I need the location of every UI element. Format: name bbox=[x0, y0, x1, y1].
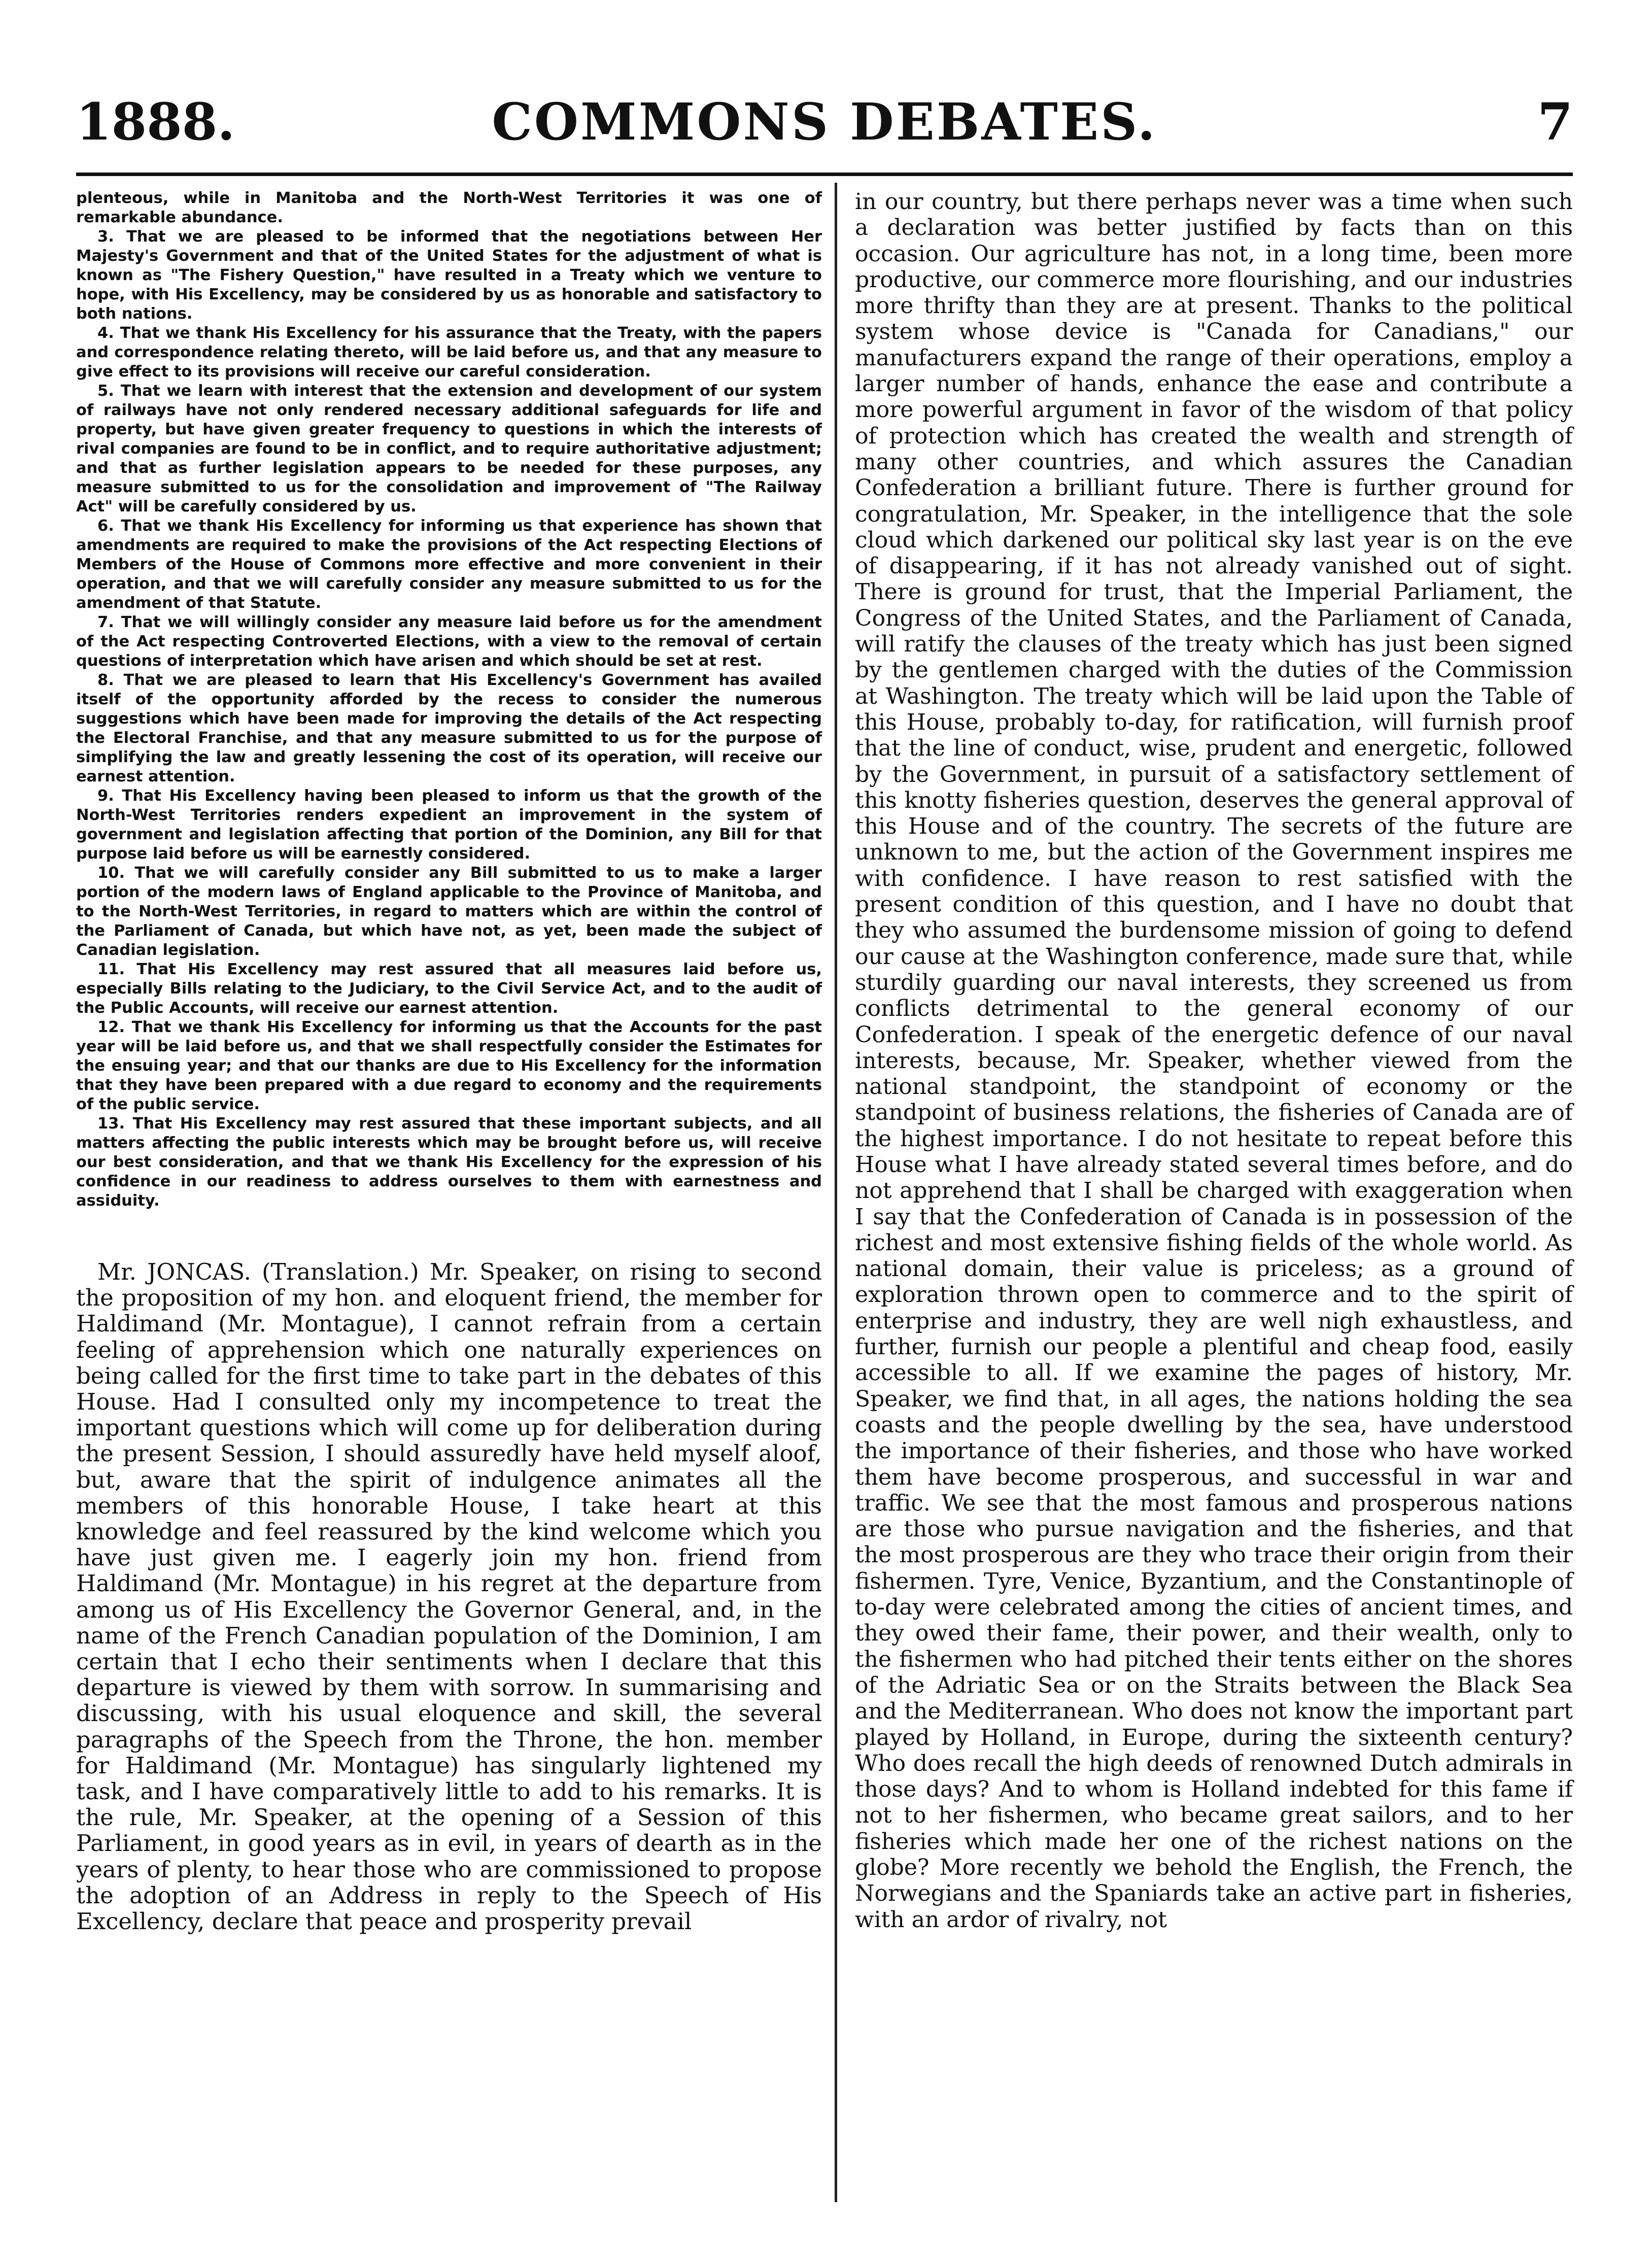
address-paragraph-11: 11. That His Excellency may rest assured that all measures laid before us, especially Bills relating to the Judiciary, to the Civil Service Act, and to the audit of the Public Accounts, will receive our earnest attention. bbox=[76, 961, 822, 1017]
address-paragraph-4: 4. That we thank His Excellency for his assurance that the Treaty, with the papers and correspondence relating thereto, will be laid before us, and that any measure to give effect to its provisions will receive our careful consideration. bbox=[76, 324, 822, 381]
address-paragraph-9: 9. That His Excellency having been pleased to inform us that the growth of the North-West Territories renders expedient an improvement in the system of government and legislation affecting that portion of the Dominion, any Bill for that purpose laid before us will be earnestly considered. bbox=[76, 787, 822, 863]
address-paragraph-7: 7. That we will willingly consider any measure laid before us for the amendment of the Act respecting Controverted Elections, with a view to the removal of certain questions of interpretation which have arisen and which should be set at rest. bbox=[76, 613, 822, 670]
address-text bbox=[76, 189, 822, 1211]
speech-paragraph bbox=[76, 1259, 822, 1934]
speech-left bbox=[76, 1259, 822, 1934]
address-paragraph-13: 13. That His Excellency may rest assured that these important subjects, and all matters affecting the public interests which may be brought before us, will receive our best consideration, and that we thank His Excellency for the expression of his confidence in our readiness to address ourselves to them with earnestness and assiduity. bbox=[76, 1115, 822, 1210]
page-number: 7 bbox=[1537, 92, 1573, 152]
address-paragraph-8: 8. That we are pleased to learn that His Excellency's Government has availed itself of the opportunity afforded by the recess to consider the numerous suggestions which have been made for improving the details of the Act respecting the Electoral Franchise, and that any measure submitted to us for the purpose of simplifying the law and greatly lessening the cost of its operation, will receive our earnest attention. bbox=[76, 671, 822, 785]
header-rule bbox=[76, 173, 1573, 176]
address-paragraph-3: 3. That we are pleased to be informed that the negotiations between Her Majesty's Government and that of the United States for the adjustment of what is known as "The Fishery Question," have resulted in a Treaty which we venture to hope, with His Excellency, may be considered by us as honorable and satisfactory to both nations. bbox=[76, 228, 822, 323]
speech-text-right: in our country, but there perhaps never was a time when such a declaration was better justified by facts than on this occasion. Our agriculture has not, in a long time, been more productive, our commerce more flourishing, and our industries more thrifty than they are at present. Thanks to the political system whose device is "Canada for Canadians," our manufacturers expand the range of their operations, employ a larger number of hands, enhance the ease and contribute a more powerful argument in favor of the wisdom of that policy of protection which has created the wealth and strength of many other countries, and which assures the Canadian Confederation a brilliant future. There is further ground for congratulation, Mr. Speaker, in the intelligence that the sole cloud which darkened our political sky last year is on the eve of disappearing, if it has not already vanished out of sight. There is ground for trust, that the Imperial Parliament, the Congress of the United States, and the Parliament of Canada, will ratify the clauses of the treaty which has just been signed by the gentlemen charged with the duties of the Commission at Washington. The treaty which will be laid upon the Table of this House, probably to-day, for ratification, will furnish proof that the line of conduct, wise, prudent and energetic, followed by the Government, in pursuit of a satisfactory settlement of this knotty fisheries question, deserves the general approval of this House and of the country. The secrets of the future are unknown to me, but the action of the Government inspires me with confidence. I have reason to rest satisfied with the present condition of this question, and I have no doubt that they who assumed the burdensome mission of going to defend our cause at the Washington conference, made sure that, while sturdily guarding our naval interests, they screened us from conflicts detrimental to the general economy of our Confederation. I speak of the energetic defence of our naval interests, because, Mr. Speaker, whether viewed from the national standpoint, the standpoint of economy or the standpoint of business relations, the fisheries of Canada are of the highest importance. I do not hesitate to repeat before this House what I have already stated several times before, and do not apprehend that I shall be charged with exaggeration when I say that the Confederation of Canada is in possession of the richest and most extensive fishing fields of the whole world. As national domain, their value is priceless; as a ground of exploration thrown open to commerce and to the spirit of enterprise and industry, they are well nigh exhaustless, and further, furnish our people a plentiful and cheap food, easily accessible to all. If we examine the pages of history, Mr. Speaker, we find that, in all ages, the nations holding the sea coasts and the people dwelling by the sea, have understood the importance of their fisheries, and those who have worked them have become prosperous, and successful in war and traffic. We see that the most famous and prosperous nations are those who pursue navigation and the fisheries, and that the most prosperous are they who trace their origin from their fishermen. Tyre, Venice, Byzantium, and the Constantinople of to-day were celebrated among the cities of ancient times, and they owed their fame, their power, and their wealth, only to the fishermen who had pitched their tents either on the shores of the Adriatic Sea or on the Straits between the Black Sea and the Mediterranean. Who does not know the important part played by Holland, in Europe, during the sixteenth century? Who does recall the high deeds of renowned Dutch admirals in those days? And to whom is Holland indebted for this fame if not to her fishermen, who became great sailors, and to her fisheries which made her one of the richest nations on the globe? More recently we behold the English, the French, the Norwegians and the Spaniards take an active part in fisheries, with an ardor of rivalry, not bbox=[855, 189, 1573, 1933]
right-column bbox=[855, 189, 1573, 1933]
address-paragraph-continued: plenteous, while in Manitoba and the North-West Territories it was one of remarkable abundance. bbox=[76, 189, 822, 226]
header-year: 1888. bbox=[76, 92, 235, 152]
running-title: COMMONS DEBATES. bbox=[492, 92, 1157, 152]
column-divider bbox=[835, 183, 837, 2202]
address-paragraph-12: 12. That we thank His Excellency for informing us that the Accounts for the past year will be laid before us, and that we shall respectfully consider the Estimates for the ensuing year; and that our thanks are due to His Excellency for the information that they have been prepared with a due regard to economy and the requirements of the public service. bbox=[76, 1018, 822, 1113]
speech-text-left: (Translation.) Mr. Speaker, on rising to second the proposition of my hon. and eloquent friend, the member for Haldimand (Mr. Montague), I cannot refrain from a certain feeling of apprehension which one naturally experiences on being called for the first time to take part in the debates of this House. Had I consulted only my incompetence to treat the important questions which will come up for deliberation during the present Session, I should assuredly have held myself aloof, but, aware that the spirit of indulgence animates all the members of this honorable House, I take heart at this knowledge and feel reassured by the kind welcome which you have just given me. I eagerly join my hon. friend from Haldimand (Mr. Montague) in his regret at the departure from among us of His Excellency the Governor General, and, in the name of the French Canadian population of the Dominion, I am certain that I echo their sentiments when I declare that this departure is viewed by them with sorrow. In summarising and discussing, with his usual eloquence and skill, the several paragraphs of the Speech from the Throne, the hon. member for Haldimand (Mr. Montague) has singularly lightened my task, and I have comparatively little to add to his remarks. It is the rule, Mr. Speaker, at the opening of a Session of this Parliament, in good years as in evil, in years of dearth as in the years of plenty, to hear those who are commissioned to propose the adoption of an Address in reply to the Speech of His Excellency, declare that peace and prosperity prevail bbox=[76, 1258, 822, 1935]
address-paragraph-6: 6. That we thank His Excellency for informing us that experience has shown that amendments are required to make the provisions of the Act respecting Elections of Members of the House of Commons more effective and more convenient in their operation, and that we will carefully consider any measure submitted to us for the amendment of that Statute. bbox=[76, 517, 822, 612]
address-paragraph-10: 10. That we will carefully consider any Bill submitted to us to make a larger portion of the modern laws of England applicable to the Province of Manitoba, and to the North-West Territories, in regard to matters which are within the control of the Parliament of Canada, but which have not, as yet, been made the subject of Canadian legislation. bbox=[76, 864, 822, 959]
address-paragraph-5: 5. That we learn with interest that the extension and development of our system of railways have not only rendered necessary additional safeguards for life and property, but have given greater frequency to questions in which the interests of rival companies are found to be in conflict, and to require authoritative adjustment; and that as further legislation appears to be needed for these purposes, any measure submitted to us for the consolidation and improvement of "The Railway Act" will be carefully considered by us. bbox=[76, 382, 822, 516]
speaker-name: Mr. JONCAS. bbox=[97, 1258, 251, 1285]
page-header bbox=[76, 91, 1573, 162]
left-column bbox=[76, 189, 822, 1934]
